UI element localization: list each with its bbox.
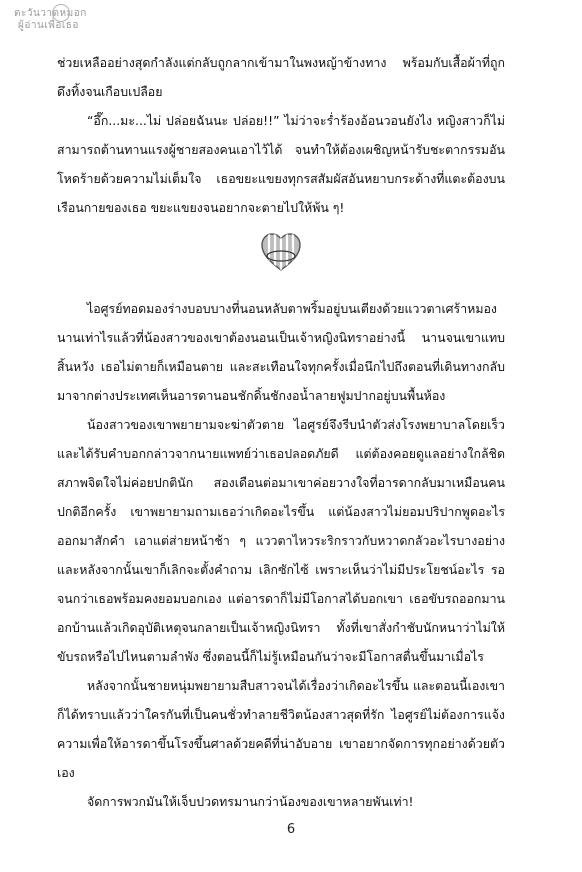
logo-text-line2: ผู้อ่านเพื่อเธอ [18,20,79,31]
page-body [57,48,505,816]
heart-ornament-icon [259,230,303,274]
paragraph: จัดการพวกมันให้เจ็บปวดทรมานกว่าน้องของเขาหลายพันเท่า! [87,794,414,809]
paragraph: น้องสาวของเขาพยายามจะฆ่าตัวตาย ไอศูรย์จึงรีบนำตัวส่งโรงพยาบาลโดยเร็วและได้รับคำบอกกล่าวจากนายแพทย์ว่าเธอปลอดภัยดี แต่ต้องคอยดูแลอย่างใกล้ชิด สภาพจิตใจไม่ค่อยปกตินัก สองเดือนต่อมาเขาค่อยวางใจที่อารดากลับมาเหมือนคนปกติอีกครั้ง เขาพยายามถามเธอว่าเกิดอะไรขึ้น แต่น้องสาวไม่ยอมปริปากพูดอะไรออกมาสักคำ เอาแต่ส่ายหน้าช้า ๆ แววตาไหวระริกราวกับหวาดกลัวอะไรบางอย่าง และหลังจากนั้นเขาก็เลิกจะตั้งคำถาม เลิกซักไซ้ เพราะเห็นว่าไม่มีประโยชน์อะไร รอจนกว่าเธอพร้อมคงยอมบอกเอง แต่อารดาก็ไม่มีโอกาสได้บอกเขา เธอขับรถออกมานอกบ้านแล้วเกิดอุบัติเหตุจนกลายเป็นเจ้าหญิงนิทรา ทั้งที่เขาสั่งกำชับนักหนาว่าไม่ให้ขับรถหรือไปไหนตามลำพัง ซึ่งตอนนี้ก็ไม่รู้เหมือนกันว่าจะมีโอกาสตื่นขึ้นมาเมื่อไร [57,417,505,664]
page-number: 6 [286,822,296,837]
paragraph: “อึ๊ก...มะ...ไม่ ปล่อยฉันนะ ปล่อย!!” ไม่ว่าจะร่ำร้องอ้อนวอนยังไง หญิงสาวก็ไม่สามารถต้านทานแรงผู้ชายสองคนเอาไว้ได้ จนทำให้ต้องเผชิญหน้ารับชะตากรรมอันโหดร้ายด้วยความไม่เต็มใจ เธอขยะแขยงทุกรสสัมผัสอันหยาบกระด้างที่แตะต้องบนเรือนกายของเธอ ขยะแขยงจนอยากจะตายไปให้พ้น ๆ! [57,113,505,215]
paragraph: ช่วยเหลืออย่างสุดกำลังแต่กลับถูกลากเข้ามาในพงหญ้าข้างทาง พร้อมกับเสื้อผ้าที่ถูกดึงทิ้งจนเกือบเปลือย [57,55,505,99]
publisher-logo [14,6,87,34]
logo-text-line1: ตะวันวาดหมอก [14,8,87,19]
paragraph: ไอศูรย์ทอดมองร่างบอบบางที่นอนหลับตาพริ้มอยู่บนเตียงด้วยแววตาเศร้าหมอง นานเท่าไรแล้วที่น้องสาวของเขาต้องนอนเป็นเจ้าหญิงนิทราอย่างนี้ นานจนเขาแทบสิ้นหวัง เธอไม่ตายก็เหมือนตาย และสะเทือนใจทุกครั้งเมื่อนึกไปถึงตอนที่เดินทางกลับมาจากต่างประเทศเห็นอารดานอนชักดิ้นชักงอน้ำลายฟูมปากอยู่บนพื้นห้อง [57,301,505,403]
paragraph: หลังจากนั้นชายหนุ่มพยายามสืบสาวจนได้เรื่องว่าเกิดอะไรขึ้น และตอนนี้เองเขาก็ได้ทราบแล้วว่าใครกันที่เป็นคนชั่วทำลายชีวิตน้องสาวสุดที่รัก ไอศูรย์ไม่ต้องการแจ้งความเพื่อให้อารดาขึ้นโรงขึ้นศาลด้วยคดีที่น่าอับอาย เขาอยากจัดการทุกอย่างด้วยตัวเอง [57,678,505,780]
